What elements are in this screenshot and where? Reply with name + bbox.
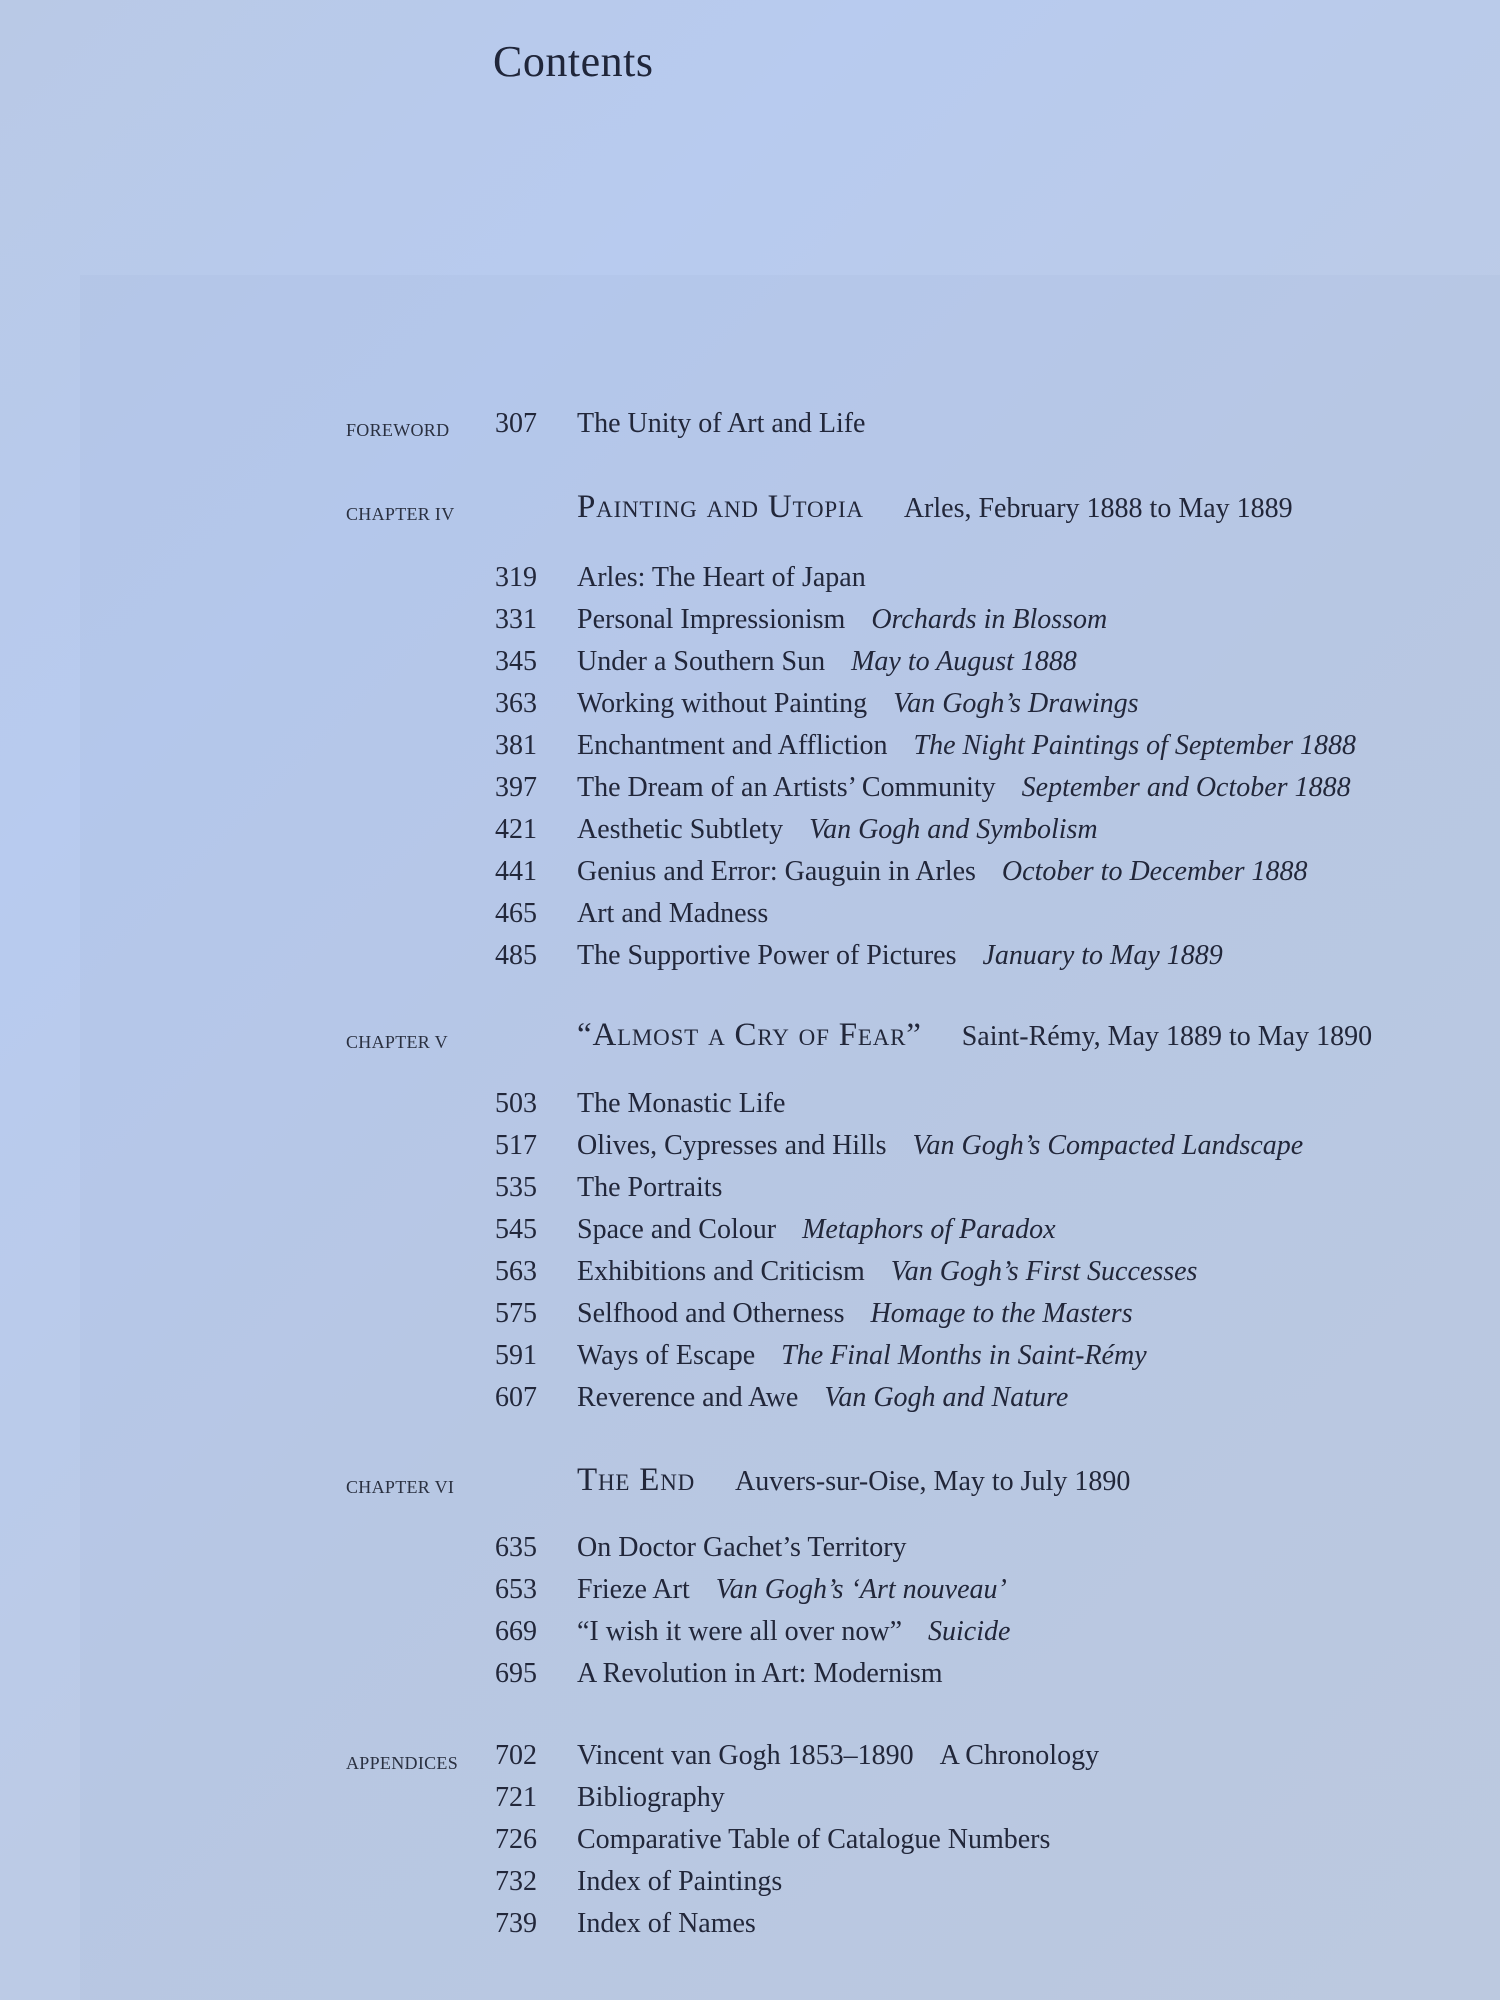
page-number: 669 bbox=[495, 1616, 537, 1647]
entry-title: Aesthetic Subtlety bbox=[577, 814, 784, 845]
section-label-chapter-5: CHAPTER V bbox=[346, 1032, 448, 1052]
page-number: 732 bbox=[495, 1866, 537, 1897]
toc-entry[interactable] bbox=[495, 1532, 907, 1568]
entry-title: Enchantment and Affliction bbox=[577, 730, 888, 761]
entry-title: Space and Colour bbox=[577, 1214, 777, 1245]
page-number: 726 bbox=[495, 1824, 537, 1855]
entry-subtitle: Metaphors of Paradox bbox=[802, 1214, 1056, 1245]
toc-entry[interactable] bbox=[495, 1340, 1147, 1376]
entry-title: Art and Madness bbox=[577, 898, 769, 929]
toc-entry[interactable] bbox=[495, 898, 768, 934]
entry-title: Index of Paintings bbox=[577, 1866, 783, 1897]
entry-title: “I wish it were all over now” bbox=[577, 1616, 902, 1647]
entry-subtitle: January to May 1889 bbox=[982, 940, 1223, 971]
entry-subtitle: September and October 1888 bbox=[1021, 772, 1351, 803]
entry-subtitle: Van Gogh’s Compacted Landscape bbox=[912, 1130, 1304, 1161]
toc-entry[interactable] bbox=[495, 856, 1308, 892]
chapter-subtitle: Saint-Rémy, May 1889 to May 1890 bbox=[961, 1021, 1373, 1052]
entry-title: Personal Impressionism bbox=[577, 604, 846, 635]
chapter-heading-5[interactable] bbox=[577, 1017, 1372, 1054]
chapter-title: Painting and Utopia bbox=[577, 489, 864, 525]
entry-subtitle: Van Gogh and Nature bbox=[824, 1382, 1069, 1413]
entry-title: The Portraits bbox=[577, 1172, 723, 1203]
page-title: Contents bbox=[493, 37, 654, 86]
entry-subtitle: The Night Paintings of September 1888 bbox=[913, 730, 1357, 761]
entry-title: Genius and Error: Gauguin in Arles bbox=[577, 856, 976, 887]
page-number: 563 bbox=[495, 1256, 537, 1287]
toc-entry[interactable] bbox=[495, 1658, 943, 1694]
chapter-heading-6[interactable] bbox=[577, 1462, 1130, 1499]
page-number: 503 bbox=[495, 1088, 537, 1119]
section-label-appendices: APPENDICES bbox=[346, 1753, 459, 1773]
toc-entry[interactable] bbox=[495, 772, 1351, 808]
toc-entry[interactable] bbox=[495, 1256, 1197, 1292]
chapter-subtitle: Auvers-sur-Oise, May to July 1890 bbox=[735, 1466, 1131, 1497]
page-number: 702 bbox=[495, 1740, 537, 1771]
toc-entry[interactable] bbox=[495, 814, 1098, 850]
toc-entry[interactable] bbox=[495, 1214, 1056, 1250]
entry-subtitle: October to December 1888 bbox=[1001, 856, 1308, 887]
page-number: 345 bbox=[495, 646, 537, 677]
entry-title: Frieze Art bbox=[577, 1574, 690, 1605]
page-number: 575 bbox=[495, 1298, 537, 1329]
page-number: 397 bbox=[495, 772, 537, 803]
page-number: 381 bbox=[495, 730, 537, 761]
entry-title: Arles: The Heart of Japan bbox=[577, 562, 866, 593]
section-label-foreword: FOREWORD bbox=[346, 420, 450, 440]
entry-subtitle: Van Gogh’s First Successes bbox=[890, 1256, 1198, 1287]
entry-title: Vincent van Gogh 1853–1890 bbox=[577, 1740, 914, 1771]
entry-title: Comparative Table of Catalogue Numbers bbox=[577, 1824, 1051, 1855]
toc-entry-foreword[interactable] bbox=[495, 408, 865, 444]
toc-entry[interactable] bbox=[495, 1172, 722, 1208]
toc-entry[interactable] bbox=[495, 1616, 1010, 1652]
page-number: 607 bbox=[495, 1382, 537, 1413]
page-number: 739 bbox=[495, 1908, 537, 1939]
toc-entry[interactable] bbox=[495, 1908, 756, 1944]
toc-entry[interactable] bbox=[495, 604, 1107, 640]
toc-entry[interactable] bbox=[495, 1824, 1050, 1860]
chapter-subtitle: Arles, February 1888 to May 1889 bbox=[903, 493, 1293, 524]
page-number: 485 bbox=[495, 940, 537, 971]
entry-title: Under a Southern Sun bbox=[577, 646, 826, 677]
page-number: 363 bbox=[495, 688, 537, 719]
entry-subtitle: Van Gogh and Symbolism bbox=[809, 814, 1098, 845]
toc-entry[interactable] bbox=[495, 1382, 1068, 1418]
toc-entry[interactable] bbox=[495, 730, 1356, 766]
entry-title: Exhibitions and Criticism bbox=[577, 1256, 865, 1287]
toc-entry[interactable] bbox=[495, 688, 1139, 724]
entry-subtitle: Orchards in Blossom bbox=[871, 604, 1108, 635]
toc-entry[interactable] bbox=[495, 940, 1223, 976]
entry-title: The Monastic Life bbox=[577, 1088, 786, 1119]
entry-title: The Unity of Art and Life bbox=[577, 408, 866, 439]
page-number: 307 bbox=[495, 408, 537, 439]
entry-subtitle: Van Gogh’s ‘Art nouveau’ bbox=[715, 1574, 1007, 1605]
toc-entry[interactable] bbox=[495, 1088, 785, 1124]
toc-entry[interactable] bbox=[495, 562, 866, 598]
toc-entry[interactable] bbox=[495, 1298, 1133, 1334]
entry-subtitle: The Final Months in Saint-Rémy bbox=[781, 1340, 1147, 1371]
toc-entry[interactable] bbox=[495, 1740, 1099, 1776]
page-number: 545 bbox=[495, 1214, 537, 1245]
entry-subtitle: A Chronology bbox=[939, 1740, 1100, 1771]
entry-title: On Doctor Gachet’s Territory bbox=[577, 1532, 907, 1563]
entry-subtitle: Homage to the Masters bbox=[870, 1298, 1133, 1329]
entry-title: Index of Names bbox=[577, 1908, 756, 1939]
entry-subtitle: Suicide bbox=[928, 1616, 1011, 1647]
section-label-chapter-4: CHAPTER IV bbox=[346, 504, 455, 524]
page-number: 331 bbox=[495, 604, 537, 635]
entry-title: Bibliography bbox=[577, 1782, 725, 1813]
page-number: 653 bbox=[495, 1574, 537, 1605]
page-number: 441 bbox=[495, 856, 537, 887]
page-number: 319 bbox=[495, 562, 537, 593]
page-number: 591 bbox=[495, 1340, 537, 1371]
section-label-chapter-6: CHAPTER VI bbox=[346, 1477, 455, 1497]
entry-title: Reverence and Awe bbox=[577, 1382, 799, 1413]
toc-entry[interactable] bbox=[495, 1574, 1007, 1610]
page-number: 721 bbox=[495, 1782, 537, 1813]
entry-title: Olives, Cypresses and Hills bbox=[577, 1130, 887, 1161]
page-number: 695 bbox=[495, 1658, 537, 1689]
entry-subtitle: Van Gogh’s Drawings bbox=[893, 688, 1139, 719]
page-number: 517 bbox=[495, 1130, 537, 1161]
entry-title: Ways of Escape bbox=[577, 1340, 756, 1371]
toc-entry[interactable] bbox=[495, 1130, 1303, 1166]
entry-title: The Dream of an Artists’ Community bbox=[577, 772, 996, 803]
chapter-title: “Almost a Cry of Fear” bbox=[577, 1017, 922, 1053]
toc-entry[interactable] bbox=[495, 646, 1077, 682]
entry-title: Working without Painting bbox=[577, 688, 868, 719]
chapter-title: The End bbox=[577, 1462, 696, 1498]
page-number: 535 bbox=[495, 1172, 537, 1203]
page-number: 421 bbox=[495, 814, 537, 845]
toc-entry[interactable] bbox=[495, 1866, 782, 1902]
toc-entry[interactable] bbox=[495, 1782, 725, 1818]
entry-title: The Supportive Power of Pictures bbox=[577, 940, 957, 971]
page-number: 635 bbox=[495, 1532, 537, 1563]
entry-subtitle: May to August 1888 bbox=[851, 646, 1077, 677]
page-number: 465 bbox=[495, 898, 537, 929]
entry-title: Selfhood and Otherness bbox=[577, 1298, 845, 1329]
chapter-heading-4[interactable] bbox=[577, 489, 1293, 526]
entry-title: A Revolution in Art: Modernism bbox=[577, 1658, 943, 1689]
